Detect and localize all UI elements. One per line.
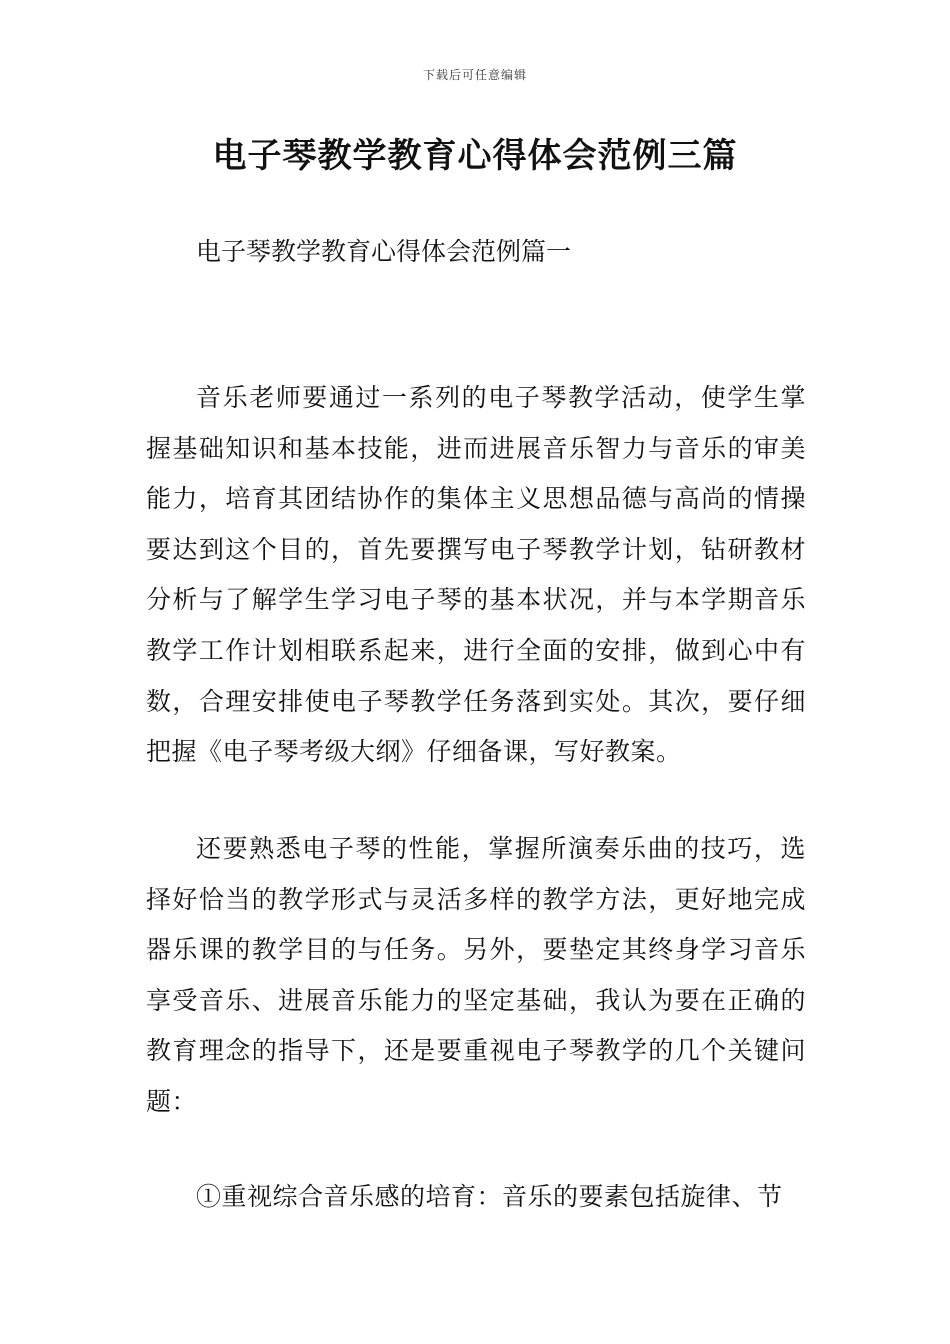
body-paragraph-3: ①重视综合音乐感的培育：音乐的要素包括旋律、节 <box>196 1182 783 1211</box>
body-paragraph-1: 音乐老师要通过一系列的电子琴教学活动，使学生掌握基础知识和基本技能，进而进展音乐智力与音乐的审美能力，培育其团结协作的集体主义思想品德与高尚的情操要达到这个目的，首先要撰写电子琴教学计划，钻研教材分析与了解学生学习电子琴的基本状况，并与本学期音乐教学工作计划相联系起来，进行全面的安排，做到心中有数，合理安排使电子琴教学任务落到实处。其次，要仔细把握《电子琴考级大纲》仔细备课，写好教案。 <box>146 383 806 767</box>
document-title: 电子琴教学教育心得体会范例三篇 <box>212 136 738 176</box>
header-note: 下载后可任意编辑 <box>422 68 527 82</box>
section-heading: 电子琴教学教育心得体会范例篇一 <box>196 237 572 266</box>
body-paragraph-2: 还要熟悉电子琴的性能，掌握所演奏乐曲的技巧，选择好恰当的教学形式与灵活多样的教学方法，更好地完成器乐课的教学目的与任务。另外，要垫定其终身学习音乐享受音乐、进展音乐能力的坚定基础，我认为要在正确的教育理念的指导下，还是要重视电子琴教学的几个关键问题： <box>146 834 806 1116</box>
